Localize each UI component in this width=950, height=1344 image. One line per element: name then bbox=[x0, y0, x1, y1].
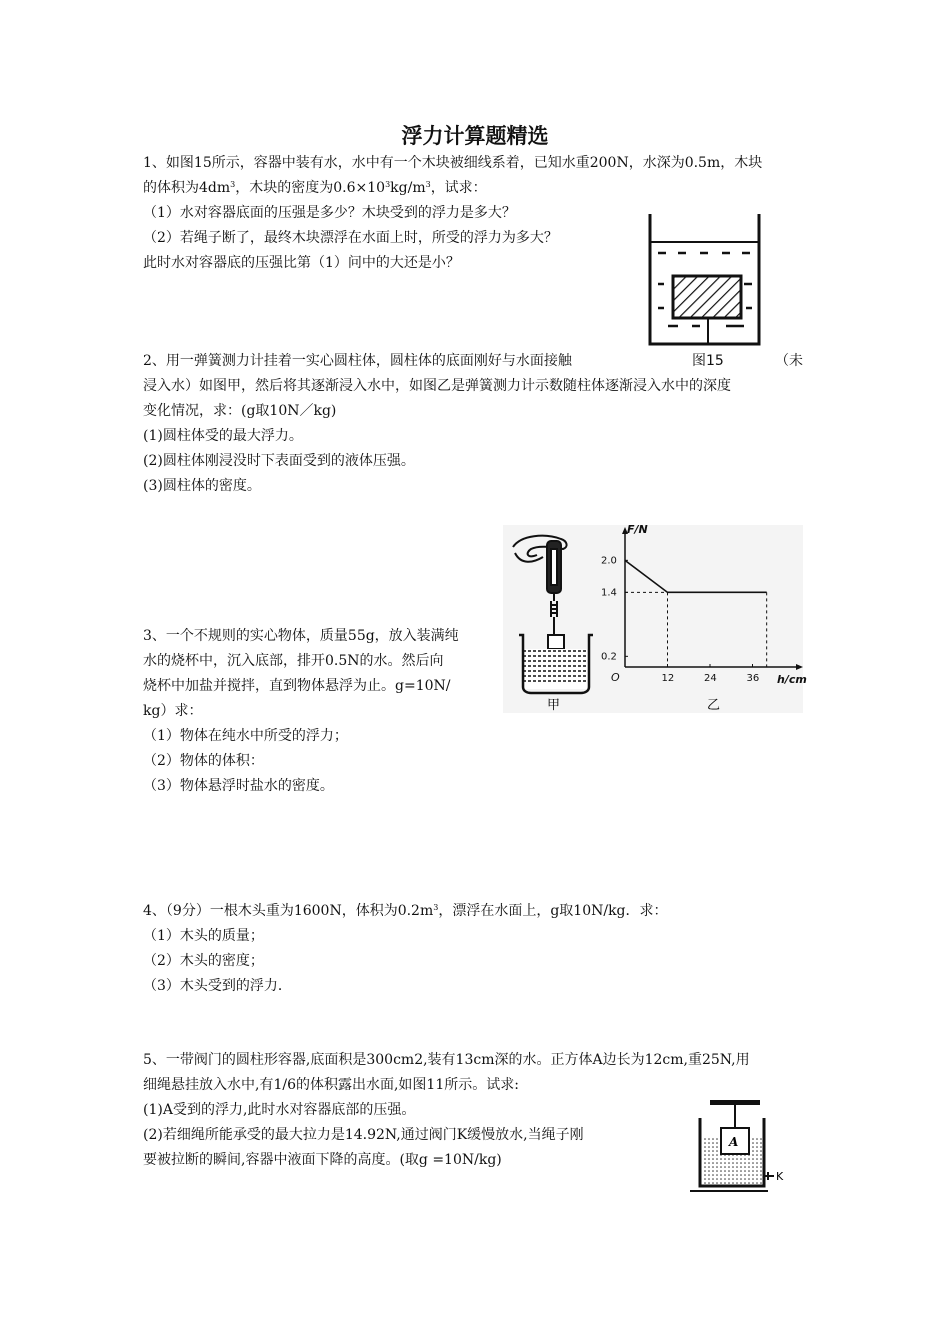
q3-line2: 水的烧杯中，沉入底部，排开0.5N的水。然后向 bbox=[143, 653, 444, 669]
block-a-label: A bbox=[729, 1135, 739, 1149]
q3-sub1: （1）物体在纯水中所受的浮力； bbox=[143, 728, 348, 744]
q5-sub1: (1)A受到的浮力,此时水对容器底部的压强。 bbox=[143, 1102, 416, 1118]
figure-15-caption: 图15 bbox=[692, 353, 724, 369]
valve-k-label: K bbox=[776, 1170, 784, 1183]
y-tick-label: 1.4 bbox=[601, 587, 617, 599]
q3-line3: 烧杯中加盐并搅拌，直到物体悬浮为止。g=10N/ bbox=[143, 678, 451, 694]
y-tick-label: 2.0 bbox=[601, 555, 617, 567]
q3-sub3: （3）物体悬浮时盐水的密度。 bbox=[143, 778, 334, 794]
q3-line4: kg）求： bbox=[143, 703, 203, 719]
origin-label: O bbox=[611, 671, 620, 684]
q4-sub2: （2）木头的密度； bbox=[143, 953, 264, 969]
page-title: 浮力计算题精选 bbox=[401, 124, 549, 148]
x-tick-label: 24 bbox=[704, 673, 717, 684]
q4-sub3: （3）木头受到的浮力． bbox=[143, 978, 292, 994]
figure-15-container-diagram bbox=[648, 212, 764, 350]
y-axis-label: F/N bbox=[627, 523, 648, 536]
figure-2-diagram bbox=[503, 523, 807, 713]
q5-sub2: (2)若细绳所能承受的最大拉力是14.92N,通过阀门K缓慢放水,当绳子刚 bbox=[143, 1127, 584, 1143]
q2-sub2: (2)圆柱体刚浸没时下表面受到的液体压强。 bbox=[143, 453, 415, 469]
q1-sub1: （1）水对容器底面的压强是多少？木块受到的浮力是多大？ bbox=[143, 205, 516, 221]
wood-block bbox=[673, 276, 741, 318]
fig-jia-label: 甲 bbox=[547, 698, 561, 713]
q2-line1-tail: （未 bbox=[775, 353, 803, 369]
x-tick-label: 36 bbox=[746, 673, 760, 684]
q4-line1: 4、（9分）一根木头重为1600N，体积为$0.2m^3$，漂浮在水面上，g取10N/kg．求： bbox=[143, 903, 668, 919]
q5-line2: 细绳悬挂放入水中,有1/6的体积露出水面,如图11所示。试求: bbox=[143, 1077, 519, 1093]
q5-line1: 5、一带阀门的圆柱形容器,底面积是300cm2,装有13cm深的水。正方体A边长为12cm,重25N,用 bbox=[143, 1052, 750, 1068]
q5-sub3: 要被拉断的瞬间,容器中液面下降的高度。(取g =10N/kg) bbox=[143, 1152, 502, 1168]
q4-sub1: （1）木头的质量； bbox=[143, 928, 264, 944]
q3-sub2: （2）物体的体积： bbox=[143, 753, 264, 769]
q1-line2: 的体积为$4dm^3$，木块的密度为$0.6\times 10^3kg/m^3$，试求： bbox=[143, 180, 487, 196]
q3-line1: 3、一个不规则的实心物体，质量55g，放入装满纯 bbox=[143, 628, 459, 644]
x-axis-label: h/cm bbox=[777, 673, 807, 686]
q1-sub3: 此时水对容器底的压强比第（1）问中的大还是小？ bbox=[143, 255, 460, 271]
q1-line1: 1、如图15所示，容器中装有水，水中有一个木块被细线系着，已知水重200N，水深为0.5m，木块 bbox=[143, 155, 763, 171]
q1-sub2: （2）若绳子断了，最终木块漂浮在水面上时，所受的浮力为多大？ bbox=[143, 230, 558, 246]
y-tick-label: 0.2 bbox=[601, 651, 617, 663]
fig-yi-label: 乙 bbox=[707, 698, 721, 713]
cylinder bbox=[548, 635, 564, 649]
q2-sub1: (1)圆柱体受的最大浮力。 bbox=[143, 428, 303, 444]
q2-line1: 2、用一弹簧测力计挂着一实心圆柱体，圆柱体的底面刚好与水面接触 bbox=[143, 353, 572, 369]
q2-sub3: (3)圆柱体的密度。 bbox=[143, 478, 261, 494]
figure-11-valve-container bbox=[688, 1098, 792, 1194]
q2-line2: 浸入水）如图甲，然后将其逐渐浸入水中，如图乙是弹簧测力计示数随柱体逐渐浸入水中的深度 bbox=[143, 378, 731, 394]
x-tick-label: 12 bbox=[661, 673, 675, 684]
q2-line3: 变化情况，求：(g取10N／kg) bbox=[143, 403, 337, 419]
